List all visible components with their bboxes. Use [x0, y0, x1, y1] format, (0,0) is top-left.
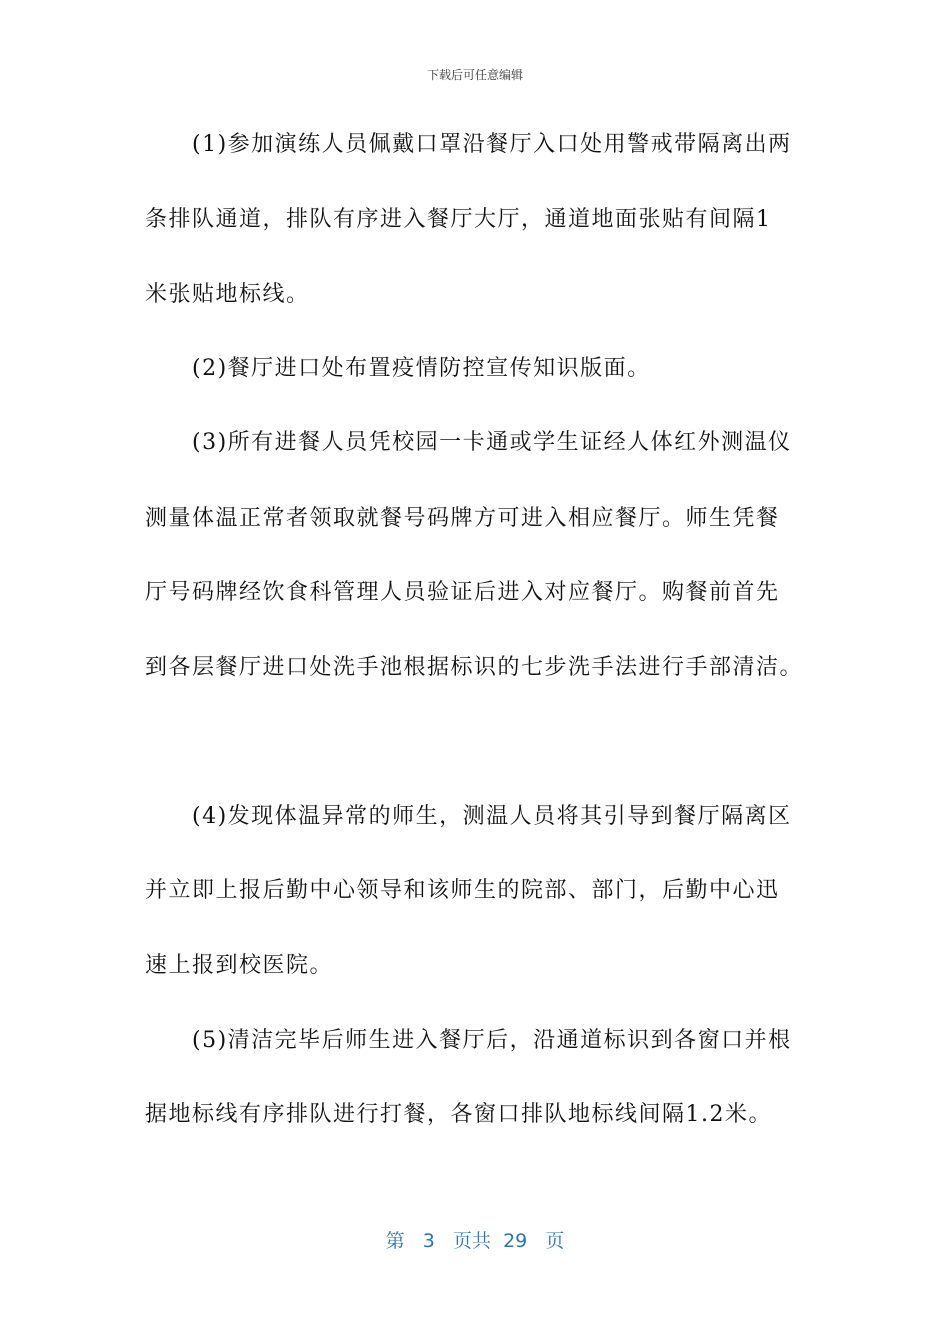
paragraph-line: 速上报到校医院。 — [145, 953, 334, 978]
footer-suffix: 页 — [545, 1230, 565, 1252]
paragraph-line: 厅号码牌经饮食科管理人员验证后进入对应餐厅。购餐前首先 — [145, 580, 780, 605]
paragraph-line: (4)发现体温异常的师生，测温人员将其引导到餐厅隔离区 — [145, 804, 792, 829]
footer-prefix: 第 — [385, 1230, 405, 1252]
paragraph-line: 测量体温正常者领取就餐号码牌方可进入相应餐厅。师生凭餐 — [145, 506, 780, 531]
paragraph-line: 并立即上报后勤中心领导和该师生的院部、部门，后勤中心迅 — [145, 878, 780, 903]
paragraph-line: (1)参加演练人员佩戴口罩沿餐厅入口处用警戒带隔离出两 — [145, 132, 792, 157]
paragraph-line: (5)清洁完毕后师生进入餐厅后，沿通道标识到各窗口并根 — [145, 1028, 792, 1053]
footer-middle: 页共 — [452, 1230, 491, 1252]
paragraph-line: (2)餐厅进口处布置疫情防控宣传知识版面。 — [145, 356, 651, 381]
paragraph-line: 到各层餐厅进口处洗手池根据标识的七步洗手法进行手部清洁。 — [145, 655, 804, 680]
page-footer — [0, 1226, 950, 1253]
current-page-number: 3 — [422, 1230, 435, 1252]
paragraph-line: 米张贴地标线。 — [145, 282, 310, 307]
paragraph-line: 据地标线有序排队进行打餐，各窗口排队地标线间隔1.2米。 — [145, 1102, 772, 1127]
total-pages-number: 29 — [503, 1230, 528, 1252]
paragraph-line: (3)所有进餐人员凭校园一卡通或学生证经人体红外测温仪 — [145, 430, 792, 455]
paragraph-line: 条排队通道，排队有序进入餐厅大厅，通道地面张贴有间隔1 — [145, 207, 772, 232]
page-header: 下载后可任意编辑 — [426, 68, 523, 82]
